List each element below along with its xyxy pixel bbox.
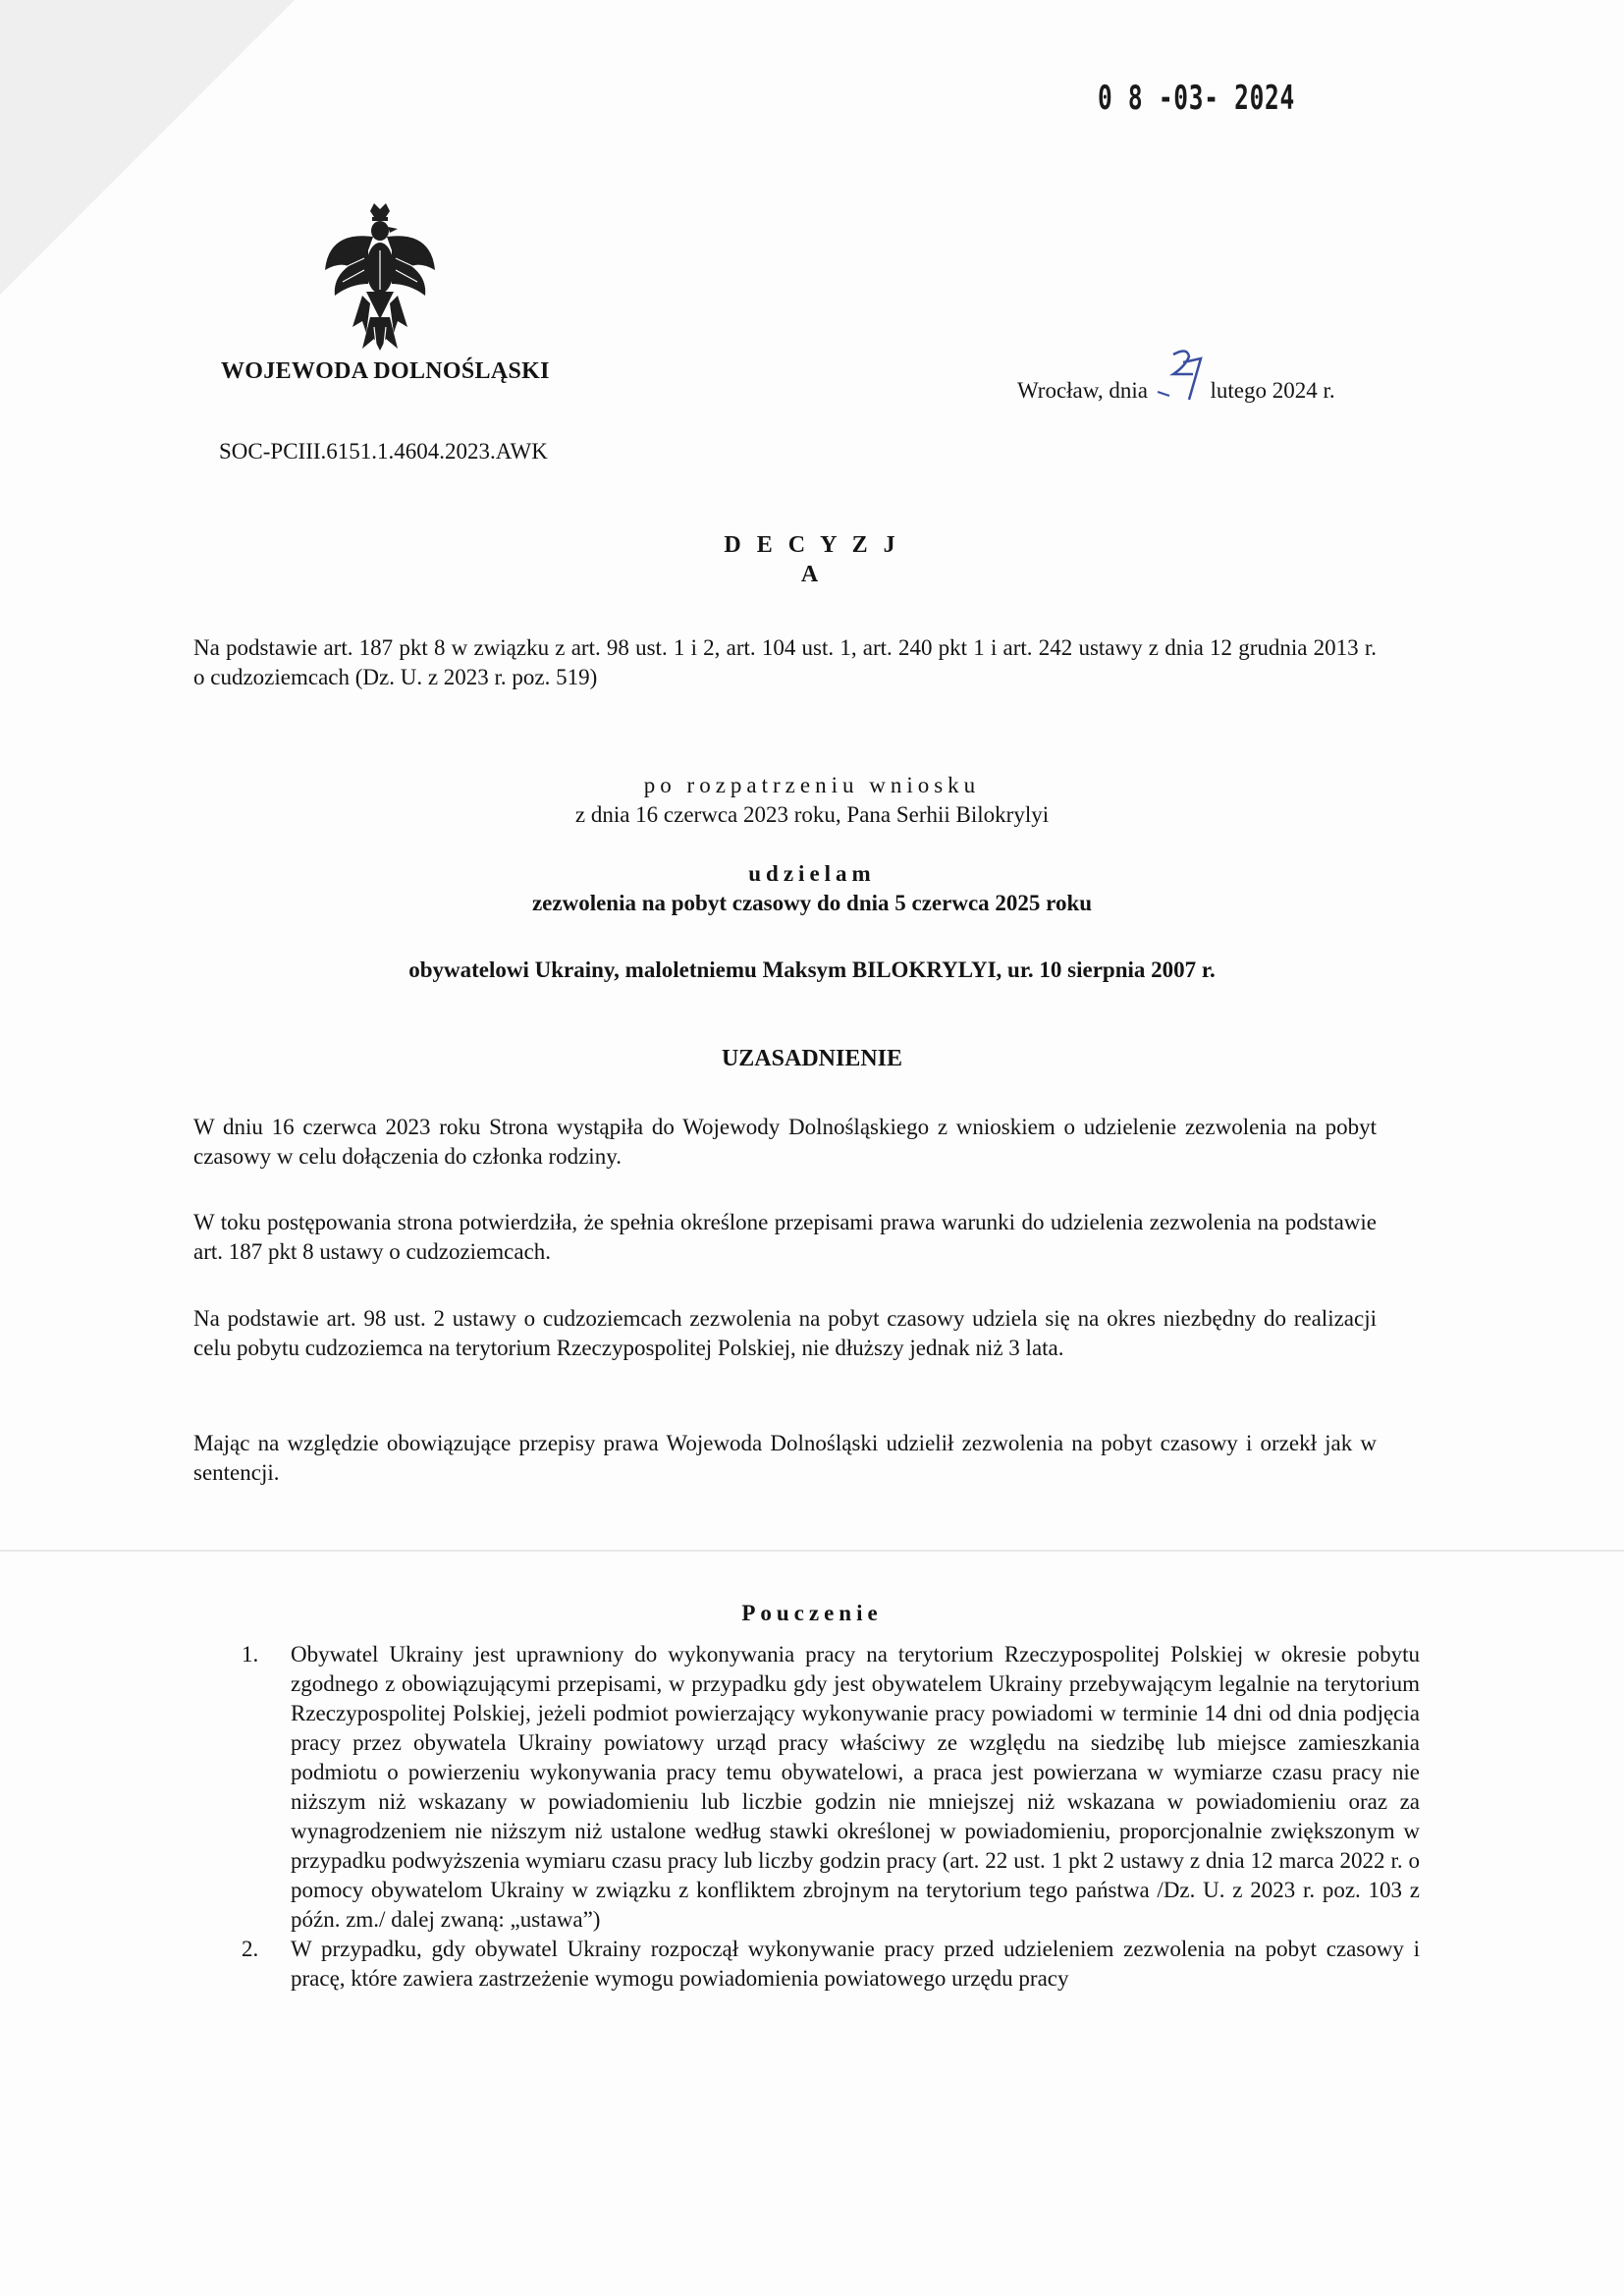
issuing-authority: WOJEWODA DOLNOŚLĄSKI (221, 358, 550, 384)
permit-recipient: obywatelowi Ukrainy, maloletniemu Maksym BILOKRYLYI, ur. 10 sierpnia 2007 r. (408, 957, 1216, 982)
page-corner-fold (0, 0, 295, 295)
justification-paragraph-1: W dniu 16 czerwca 2023 roku Strona wystąpiła do Wojewody Dolnośląskiego z wnioskiem o udzielenie zezwolenia na pobyt czasowy w celu dołączenia do członka rodziny. (193, 1115, 1377, 1169)
legal-basis: Na podstawie art. 187 pkt 8 w związku z art. 98 ust. 1 i 2, art. 104 ust. 1, art. 240 pkt 1 i art. 242 ustawy z dnia 12 grudnia 2013 r. o cudzoziemcach (Dz. U. z 2023 r. poz. 519) (193, 635, 1377, 689)
instruction-item-text: Obywatel Ukrainy jest uprawniony do wykonywania pracy na terytorium Rzeczypospolitej Polskiej w okresie pobytu zgodnego z obowiązującymi przepisami, w przypadku gdy jest obywatelem Ukrainy przebywającym legalnie na terytorium Rzeczypospolitej Polskiej, jeżeli podmiot powierzający wykonywanie pracy powiadomi w terminie 14 dni od dnia podjęcia pracy przez obywatela Ukrainy powiatowy urząd pracy właściwy ze względu na siedzibę lub miejsce zamieszkania podmiotu o powierzeniu wykonywania pracy temu obywatelowi, a praca jest powierzana w wymiarze czasu pracy nie niższym niż wskazany w powiadomieniu lub liczbie godzin nie mniejszej niż wskazana w powiadomieniu oraz za wynagrodzeniem nie niższym niż ustalone według stawki określonej w powiadomieniu, proporcjonalnie zwiększonym w przypadku podwyższenia wymiaru czasu pracy lub liczby godzin pracy (art. 22 ust. 1 pkt 2 ustawy z dnia 12 marca 2022 r. o pomocy obywatelom Ukrainy w związku z konfliktem zbrojnym na terytorium tego państwa /Dz. U. z 2023 r. poz. 103 z późn. zm./ dalej zwaną: „ustawa”) (291, 1642, 1420, 1932)
after-review-heading: po rozpatrzeniu wniosku (643, 773, 981, 797)
instruction-item (242, 1640, 1420, 1935)
justification-paragraph-4: Mając na względzie obowiązujące przepisy prawa Wojewoda Dolnośląski udzielił zezwolenia na pobyt czasowy i orzekł jak w sentencji. (193, 1431, 1377, 1485)
application-details: z dnia 16 czerwca 2023 roku, Pana Serhii Bilokrylyi (574, 802, 1050, 827)
polish-eagle-emblem-icon (319, 201, 442, 354)
received-date-stamp: 0 8 -03- 2024 (1098, 79, 1295, 118)
instruction-list (242, 1640, 1420, 1994)
instruction-item-number: 2. (242, 1937, 259, 1961)
instruction-title: Pouczenie (741, 1601, 883, 1625)
instruction-item-number: 1. (242, 1642, 259, 1667)
page-fold-line (0, 1550, 1624, 1552)
justification-paragraph-3: Na podstawie art. 98 ust. 2 ustawy o cudzoziemcach zezwolenia na pobyt czasowy udziela się na okres niezbędny do realizacji celu pobytu cudzoziemca na terytorium Rzeczypospolitej Polskiej, nie dłuższy jednak niż 3 lata. (193, 1306, 1377, 1360)
place-date-prefix: Wrocław, dnia (1017, 378, 1148, 403)
case-number: SOC-PCIII.6151.1.4604.2023.AWK (219, 439, 548, 464)
instruction-item-text: W przypadku, gdy obywatel Ukrainy rozpoczął wykonywanie pracy przed udzieleniem zezwolenia na pobyt czasowy i pracę, które zawiera zastrzeżenie wymogu powiadomienia powiatowego urzędu pracy (291, 1937, 1420, 1991)
handwritten-day-number (1154, 360, 1205, 404)
decision-title: D E C Y Z J A (724, 532, 900, 587)
justification-title: UZASADNIENIE (721, 1046, 903, 1071)
place-and-date (1017, 360, 1335, 404)
place-date-suffix: lutego 2024 r. (1210, 378, 1335, 403)
instruction-item (242, 1935, 1420, 1994)
justification-paragraph-2: W toku postępowania strona potwierdziła, że spełnia określone przepisami prawa warunki do udzielenia zezwolenia na podstawie art. 187 pkt 8 ustawy o cudzoziemcach. (193, 1210, 1377, 1264)
grant-word: udzielam (748, 861, 876, 886)
granted-permit: zezwolenia na pobyt czasowy do dnia 5 czerwca 2025 roku (531, 891, 1093, 915)
